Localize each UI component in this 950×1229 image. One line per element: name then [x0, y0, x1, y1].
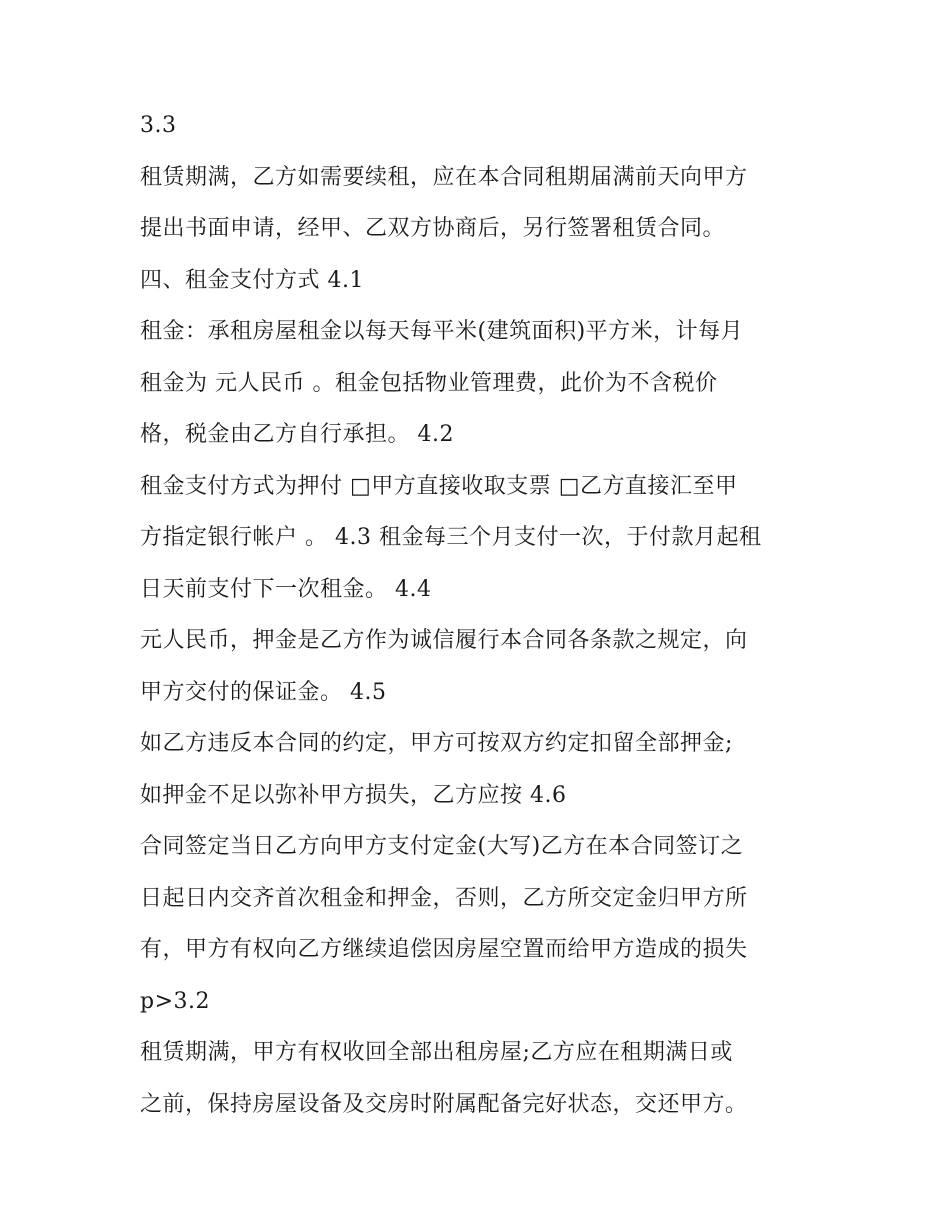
- document-body: [140, 108, 840, 1138]
- text-line: 合同签定当日乙方向甲方支付定金(大写)乙方在本合同签订之: [140, 834, 744, 859]
- section-heading-3-2: p>3.2: [140, 988, 211, 1014]
- text-line: 甲方交付的保证金。 4.5: [140, 679, 387, 705]
- text-line: 方指定银行帐户 。 4.3 租金每三个月支付一次，于付款月起租: [140, 525, 762, 550]
- section-heading-3-3: 3.3: [140, 113, 177, 138]
- text-line: 提出书面申请，经甲、乙双方协商后，另行签署租赁合同。: [140, 216, 726, 241]
- text-line: 日天前支付下一次租金。 4.4: [140, 576, 432, 602]
- text-line: 日起日内交齐首次租金和押金，否则，乙方所交定金归甲方所: [140, 885, 748, 911]
- section-heading-rent-payment: 四、租金支付方式 4.1: [140, 267, 364, 293]
- text-line: 租金：承租房屋租金以每天每平米(建筑面积)平方米，计每月: [140, 319, 744, 344]
- text-line: 如押金不足以弥补甲方损失，乙方应按 4.6: [140, 782, 567, 808]
- text-line: 租金为 元人民币 。租金包括物业管理费，此价为不含税价: [140, 370, 718, 396]
- text-line: 格，税金由乙方自行承担。 4.2: [140, 422, 454, 447]
- text-line: 元人民币，押金是乙方作为诚信履行本合同各条款之规定，向: [140, 628, 748, 653]
- text-line: 租赁期满，甲方有权收回全部出租房屋;乙方应在租期满日或: [140, 1040, 733, 1065]
- text-line: 之前，保持房屋设备及交房时附属配备完好状态，交还甲方。: [140, 1091, 748, 1117]
- text-line: 租赁期满，乙方如需要续租，应在本合同租期届满前天向甲方: [140, 164, 748, 190]
- text-line: 如乙方违反本合同的约定，甲方可按双方约定扣留全部押金;: [140, 731, 733, 756]
- text-line: 有，甲方有权向乙方继续追偿因房屋空置而给甲方造成的损失: [140, 937, 748, 962]
- text-line: 租金支付方式为押付 □甲方直接收取支票 □乙方直接汇至甲: [140, 473, 738, 499]
